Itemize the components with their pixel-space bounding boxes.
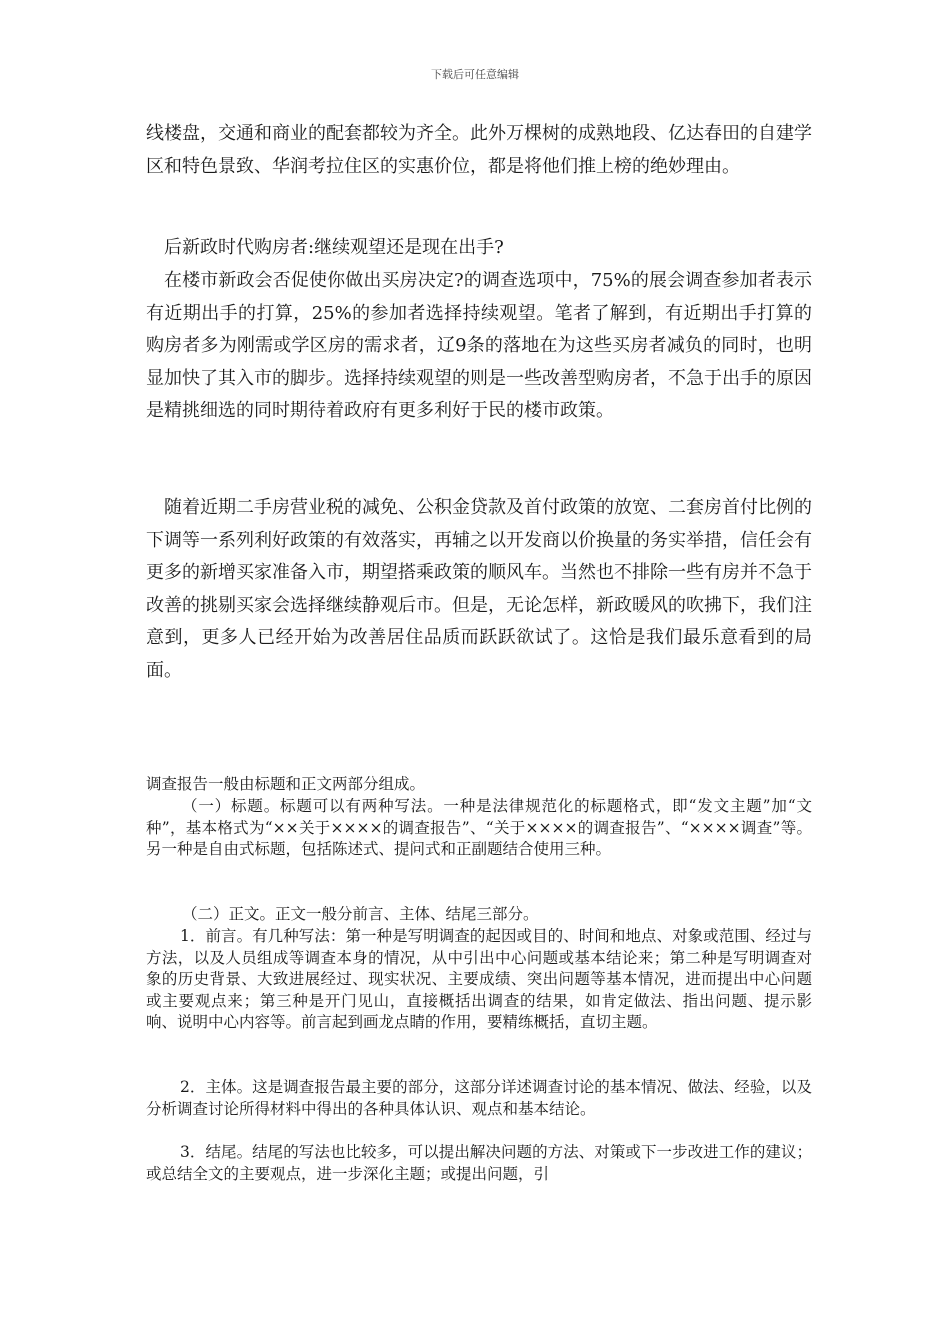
report-ending-item: 3．结尾。结尾的写法也比较多，可以提出解决问题的方法、对策或下一步改进工作的建议；或总结全文的主要观点，进一步深化主题；或提出问题，引	[146, 1143, 812, 1183]
report-title-section: （一）标题。标题可以有两种写法。一种是法律规范化的标题格式，即“发文主题”加“文种”，基本格式为“××关于××××的调查报告”、“关于××××的调查报告”、“××××调查”等。另一种是自由式标题，包括陈述式、提问式和正副题结合使用三种。	[146, 797, 812, 859]
page-header-note: 下载后可任意编辑	[431, 68, 519, 81]
paragraph-survey-results: 在楼市新政会否促使你做出买房决定?的调查选项中，75%的展会调查参加者表示有近期出手的打算，25%的参加者选择持续观望。笔者了解到，有近期出手打算的购房者多为刚需或学区房的需求者，辽9条的落地在为这些买房者减负的同时，也明显加快了其入市的脚步。选择持续观望的则是一些改善型购房者，不急于出手的原因是精挑细选的同时期待着政府有更多利好于民的楼市政策。	[146, 270, 812, 421]
report-body-section: （二）正文。正文一般分前言、主体、结尾三部分。	[182, 905, 539, 923]
section-heading: 后新政时代购房者:继续观望还是现在出手?	[164, 237, 504, 258]
report-preface-item: 1．前言。有几种写法：第一种是写明调查的起因或目的、时间和地点、对象或范围、经过与方法，以及人员组成等调查本身的情况，从中引出中心问题或基本结论来；第二种是写明调查对象的历史背景、大致进展经过、现实状况、主要成绩、突出问题等基本情况，进而提出中心问题或主要观点来；第三种是开门见山，直接概括出调查的结果，如肯定做法、指出问题、提示影响、说明中心内容等。前言起到画龙点睛的作用，要精练概括，直切主题。	[146, 927, 812, 1032]
report-structure-intro: 调查报告一般由标题和正文两部分组成。	[146, 775, 426, 793]
report-main-item: 2．主体。这是调查报告最主要的部分，这部分详述调查讨论的基本情况、做法、经验，以及分析调查讨论所得材料中得出的各种具体认识、观点和基本结论。	[146, 1078, 812, 1118]
paragraph-policy-outlook: 随着近期二手房营业税的减免、公积金贷款及首付政策的放宽、二套房首付比例的下调等一系列利好政策的有效落实，再辅之以开发商以价换量的务实举措，信任会有更多的新增买家准备入市，期望搭乘政策的顺风车。当然也不排除一些有房并不急于改善的挑剔买家会选择继续静观后市。但是，无论怎样，新政暖风的吹拂下，我们注意到，更多人已经开始为改善居住品质而跃跃欲试了。这恰是我们最乐意看到的局面。	[146, 497, 812, 681]
paragraph-intro-continuation: 线楼盘，交通和商业的配套都较为齐全。此外万棵树的成熟地段、亿达春田的自建学区和特色景致、华润考拉住区的实惠价位，都是将他们推上榜的绝妙理由。	[146, 123, 812, 177]
